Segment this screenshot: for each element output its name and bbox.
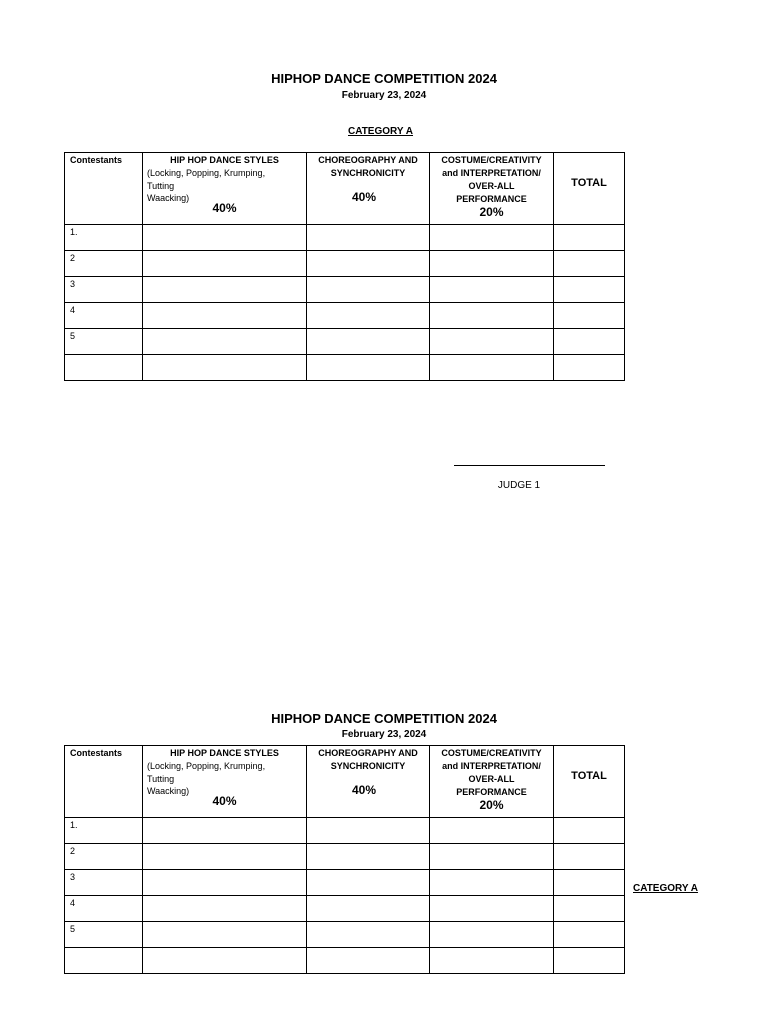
total-cell[interactable] bbox=[554, 329, 625, 355]
score-cell[interactable] bbox=[143, 329, 307, 355]
weight-percent: 40% bbox=[212, 794, 237, 808]
score-cell[interactable] bbox=[143, 277, 307, 303]
table-row bbox=[65, 948, 625, 974]
table-header-row bbox=[65, 153, 625, 225]
contestant-number: 1. bbox=[65, 225, 143, 251]
table-row bbox=[65, 251, 625, 277]
event-date: February 23, 2024 bbox=[341, 90, 427, 101]
table-row bbox=[65, 870, 625, 896]
contestant-number bbox=[65, 355, 143, 381]
total-cell[interactable] bbox=[554, 948, 625, 974]
weight-percent: 40% bbox=[212, 201, 237, 215]
table-row bbox=[65, 225, 625, 251]
contestant-number: 3 bbox=[65, 870, 143, 896]
score-cell[interactable] bbox=[307, 896, 430, 922]
header-total: TOTAL bbox=[554, 746, 625, 818]
score-cell[interactable] bbox=[307, 225, 430, 251]
score-cell[interactable] bbox=[307, 355, 430, 381]
score-cell[interactable] bbox=[430, 844, 554, 870]
contestant-number: 3 bbox=[65, 277, 143, 303]
table-row bbox=[65, 355, 625, 381]
header-costume: COSTUME/CREATIVITY and INTERPRETATION/ OVER-ALL PERFORMANCE 20% bbox=[430, 746, 554, 818]
contestant-number: 1. bbox=[65, 818, 143, 844]
total-cell[interactable] bbox=[554, 277, 625, 303]
score-cell[interactable] bbox=[143, 818, 307, 844]
table-row bbox=[65, 329, 625, 355]
table-row bbox=[65, 277, 625, 303]
table-row bbox=[65, 896, 625, 922]
score-cell[interactable] bbox=[307, 870, 430, 896]
category-label: CATEGORY A bbox=[348, 126, 414, 137]
score-cell[interactable] bbox=[430, 251, 554, 277]
score-cell[interactable] bbox=[430, 922, 554, 948]
score-cell[interactable] bbox=[143, 303, 307, 329]
score-cell[interactable] bbox=[143, 896, 307, 922]
header-dance-styles: HIP HOP DANCE STYLES (Locking, Popping, Krumping, Tutting Waacking) 40% bbox=[143, 153, 307, 225]
header-choreography: CHOREOGRAPHY AND SYNCHRONICITY 40% bbox=[307, 153, 430, 225]
score-cell[interactable] bbox=[307, 844, 430, 870]
score-cell[interactable] bbox=[143, 870, 307, 896]
score-cell[interactable] bbox=[307, 922, 430, 948]
score-cell[interactable] bbox=[143, 225, 307, 251]
contestant-number: 5 bbox=[65, 922, 143, 948]
score-cell[interactable] bbox=[143, 355, 307, 381]
score-cell[interactable] bbox=[430, 896, 554, 922]
contestant-number: 5 bbox=[65, 329, 143, 355]
table-row bbox=[65, 922, 625, 948]
event-date: February 23, 2024 bbox=[341, 729, 427, 740]
total-cell[interactable] bbox=[554, 922, 625, 948]
table-row bbox=[65, 818, 625, 844]
score-cell[interactable] bbox=[143, 922, 307, 948]
contestant-number: 4 bbox=[65, 303, 143, 329]
score-cell[interactable] bbox=[430, 355, 554, 381]
total-cell[interactable] bbox=[554, 251, 625, 277]
weight-percent: 20% bbox=[479, 798, 504, 812]
page-title: HIPHOP DANCE COMPETITION 2024 bbox=[271, 71, 497, 86]
contestant-number: 2 bbox=[65, 251, 143, 277]
score-cell[interactable] bbox=[307, 948, 430, 974]
signature-line[interactable] bbox=[454, 465, 605, 466]
table-row bbox=[65, 844, 625, 870]
score-cell[interactable] bbox=[430, 329, 554, 355]
score-cell[interactable] bbox=[143, 251, 307, 277]
total-cell[interactable] bbox=[554, 818, 625, 844]
score-cell[interactable] bbox=[430, 948, 554, 974]
total-cell[interactable] bbox=[554, 225, 625, 251]
score-cell[interactable] bbox=[430, 818, 554, 844]
header-costume: COSTUME/CREATIVITY and INTERPRETATION/ OVER-ALL PERFORMANCE 20% bbox=[430, 153, 554, 225]
score-cell[interactable] bbox=[430, 277, 554, 303]
header-contestants: Contestants bbox=[65, 746, 143, 818]
score-table bbox=[64, 152, 625, 381]
header-dance-styles: HIP HOP DANCE STYLES (Locking, Popping, Krumping, Tutting Waacking) 40% bbox=[143, 746, 307, 818]
header-choreography: CHOREOGRAPHY AND SYNCHRONICITY 40% bbox=[307, 746, 430, 818]
score-cell[interactable] bbox=[143, 844, 307, 870]
header-contestants: Contestants bbox=[65, 153, 143, 225]
weight-percent: 40% bbox=[351, 190, 377, 204]
total-cell[interactable] bbox=[554, 355, 625, 381]
score-cell[interactable] bbox=[430, 870, 554, 896]
header-total: TOTAL bbox=[554, 153, 625, 225]
contestant-number: 2 bbox=[65, 844, 143, 870]
score-cell[interactable] bbox=[143, 948, 307, 974]
contestant-number bbox=[65, 948, 143, 974]
category-label: CATEGORY A bbox=[633, 883, 699, 894]
score-cell[interactable] bbox=[307, 251, 430, 277]
score-cell[interactable] bbox=[307, 277, 430, 303]
score-cell[interactable] bbox=[307, 818, 430, 844]
score-cell[interactable] bbox=[430, 225, 554, 251]
table-header-row bbox=[65, 746, 625, 818]
score-cell[interactable] bbox=[307, 303, 430, 329]
weight-percent: 20% bbox=[479, 205, 504, 219]
total-cell[interactable] bbox=[554, 303, 625, 329]
total-cell[interactable] bbox=[554, 896, 625, 922]
score-cell[interactable] bbox=[307, 329, 430, 355]
total-cell[interactable] bbox=[554, 870, 625, 896]
weight-percent: 40% bbox=[351, 783, 377, 797]
score-table bbox=[64, 745, 625, 974]
contestant-number: 4 bbox=[65, 896, 143, 922]
total-cell[interactable] bbox=[554, 844, 625, 870]
judge-label: JUDGE 1 bbox=[497, 480, 541, 491]
table-row bbox=[65, 303, 625, 329]
page-title: HIPHOP DANCE COMPETITION 2024 bbox=[271, 711, 497, 726]
score-cell[interactable] bbox=[430, 303, 554, 329]
